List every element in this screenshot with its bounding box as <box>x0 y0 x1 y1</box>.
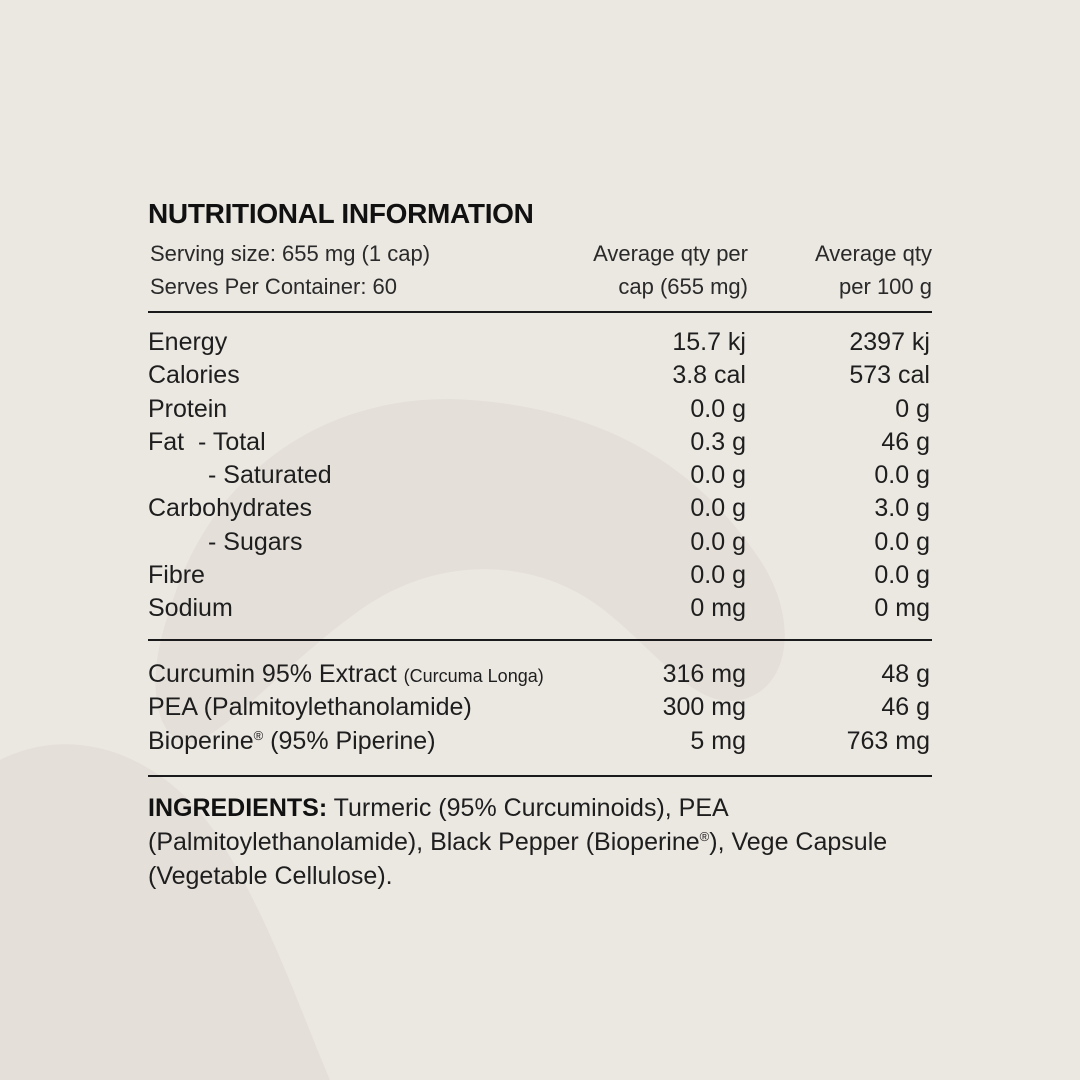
ingredients-list-part2: ), Vege Capsule (Vegetable Cellulose). <box>148 828 888 890</box>
nutrient-per-100g: 3.0 g <box>874 494 930 523</box>
nutrient-row-calories <box>148 359 932 392</box>
column-header-per-cap <box>593 237 748 303</box>
nutrient-per-cap: 0.0 g <box>690 461 746 490</box>
nutrient-per-100g: 0.0 g <box>874 461 930 490</box>
panel-title: NUTRITIONAL INFORMATION <box>148 198 534 229</box>
nutrient-label: Fat - Total <box>148 427 266 456</box>
active-row-pea <box>148 691 932 724</box>
column-header-per-cap-line1: Average qty per <box>593 241 748 266</box>
registered-mark: ® <box>253 727 264 743</box>
nutrient-label: Fibre <box>148 561 205 590</box>
nutrient-per-100g: 573 cal <box>849 361 930 390</box>
nutrient-per-cap: 3.8 cal <box>672 361 746 390</box>
nutrient-row-protein <box>148 393 932 426</box>
nutrient-row-fibre <box>148 559 932 592</box>
ingredients-heading: INGREDIENTS: <box>148 794 328 822</box>
registered-mark: ® <box>699 829 710 844</box>
nutrient-label: - Sugars <box>208 527 303 556</box>
nutrient-table <box>148 326 932 626</box>
nutrient-per-100g: 0 mg <box>874 594 930 623</box>
active-per-100g: 763 mg <box>846 726 930 755</box>
nutrient-per-100g: 0 g <box>895 394 930 423</box>
nutrient-per-cap: 0.0 g <box>690 394 746 423</box>
active-label <box>148 725 436 758</box>
ingredients-text <box>148 791 938 893</box>
nutrient-label: Calories <box>148 361 240 390</box>
column-header-per-100g-line2: per 100 g <box>839 274 932 299</box>
active-name: Curcumin 95% Extract <box>148 660 397 688</box>
column-header-per-cap-line2: cap (655 mg) <box>618 274 748 299</box>
nutrient-label: Energy <box>148 328 228 356</box>
nutrient-row-energy <box>148 326 932 359</box>
column-header-per-100g-line1: Average qty <box>814 241 932 266</box>
nutrient-per-cap: 0.0 g <box>690 561 746 590</box>
nutrient-row-saturated <box>148 459 932 492</box>
nutrient-label: Carbohydrates <box>148 494 312 523</box>
actives-table <box>148 658 932 758</box>
ingredients-list-part1: Turmeric (95% Curcuminoids), PEA (Palmitoylethanolamide), Black Pepper (Bioperine <box>148 794 728 856</box>
nutrient-per-100g: 0.0 g <box>874 561 930 590</box>
serving-info <box>150 237 430 303</box>
active-name: Bioperine <box>148 726 254 755</box>
active-label <box>148 658 544 693</box>
nutrient-per-100g: 2397 kj <box>849 328 930 356</box>
active-row-curcumin <box>148 658 932 691</box>
nutrient-per-cap: 0.0 g <box>690 527 746 556</box>
column-header-per-100g <box>815 237 932 303</box>
active-note: (Curcuma Longa) <box>403 666 544 686</box>
active-row-bioperine <box>148 725 932 758</box>
divider-header <box>148 311 932 313</box>
nutrient-row-carbohydrates <box>148 492 932 525</box>
divider-actives <box>148 639 932 641</box>
nutrient-label: - Saturated <box>208 461 332 490</box>
nutrient-row-sodium <box>148 592 932 625</box>
serving-size: Serving size: 655 mg (1 cap) <box>150 241 431 266</box>
divider-ingredients <box>148 775 932 777</box>
active-name-suffix: (95% Piperine) <box>263 726 436 755</box>
nutrient-per-cap: 0 mg <box>690 594 746 623</box>
active-per-100g: 48 g <box>881 660 930 688</box>
nutrient-row-sugars <box>148 526 932 559</box>
active-per-cap: 316 mg <box>662 660 746 688</box>
serves-per-container: Serves Per Container: 60 <box>150 274 398 299</box>
nutrient-per-100g: 46 g <box>881 427 930 456</box>
nutrient-per-100g: 0.0 g <box>874 527 930 556</box>
nutrient-row-fat-total <box>148 426 932 459</box>
active-label: PEA (Palmitoylethanolamide) <box>148 693 472 722</box>
active-per-cap: 300 mg <box>662 693 746 722</box>
nutrient-label: Protein <box>148 394 228 423</box>
active-per-100g: 46 g <box>881 693 930 722</box>
active-per-cap: 5 mg <box>690 726 746 755</box>
nutrition-panel <box>148 0 932 1080</box>
nutrient-per-cap: 0.0 g <box>690 494 746 523</box>
nutrient-per-cap: 15.7 kj <box>672 328 746 356</box>
nutrient-label: Sodium <box>148 594 233 623</box>
nutrient-per-cap: 0.3 g <box>690 427 746 456</box>
